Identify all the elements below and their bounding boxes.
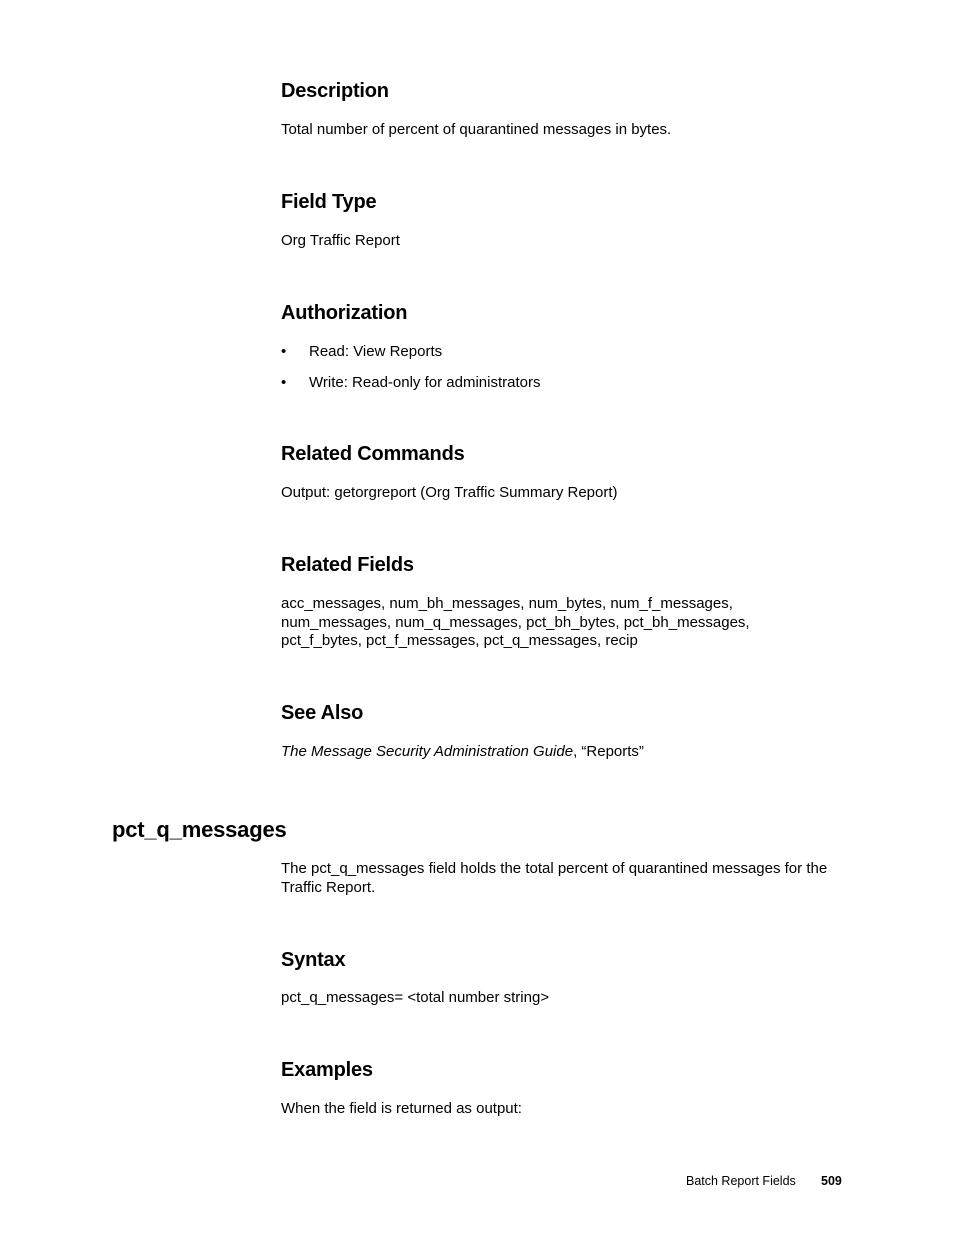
field-type-heading: Field Type bbox=[281, 191, 377, 213]
page-number: 509 bbox=[821, 1174, 842, 1188]
description-heading: Description bbox=[281, 80, 389, 102]
related-commands-text: Output: getorgreport (Org Traffic Summary Report) bbox=[281, 484, 618, 501]
related-fields-heading: Related Fields bbox=[281, 554, 414, 576]
entry-title: pct_q_messages bbox=[112, 817, 287, 842]
see-also-heading: See Also bbox=[281, 702, 364, 724]
guide-title: The Message Security Administration Guide bbox=[281, 743, 574, 760]
bullet-marker: • bbox=[281, 343, 287, 360]
list-item-text: Write: Read-only for administrators bbox=[309, 374, 541, 391]
syntax-text: pct_q_messages= <total number string> bbox=[281, 989, 550, 1006]
see-also-text bbox=[281, 743, 841, 762]
footer-label: Batch Report Fields bbox=[686, 1174, 796, 1188]
related-commands-heading: Related Commands bbox=[281, 443, 465, 465]
bullet-marker: • bbox=[281, 374, 287, 391]
field-type-text: Org Traffic Report bbox=[281, 232, 400, 249]
entry-intro: The pct_q_messages field holds the total percent of quarantined messages for the Traffic Report. bbox=[281, 860, 828, 896]
related-fields-text: acc_messages, num_bh_messages, num_bytes, num_f_messages, num_messages, num_q_messages, pct_bh_bytes, pct_bh_messages, pct_f_bytes, pct_f_messages, pct_q_messages, recip bbox=[281, 595, 750, 649]
examples-text: When the field is returned as output: bbox=[281, 1100, 522, 1117]
description-text: Total number of percent of quarantined messages in bytes. bbox=[281, 121, 672, 138]
list-item bbox=[281, 343, 841, 362]
authorization-list bbox=[281, 343, 841, 403]
see-also-reference: , “Reports” bbox=[573, 743, 644, 760]
list-item bbox=[281, 374, 841, 393]
syntax-heading: Syntax bbox=[281, 949, 346, 971]
authorization-heading: Authorization bbox=[281, 302, 408, 324]
examples-heading: Examples bbox=[281, 1059, 373, 1081]
list-item-text: Read: View Reports bbox=[309, 343, 443, 360]
